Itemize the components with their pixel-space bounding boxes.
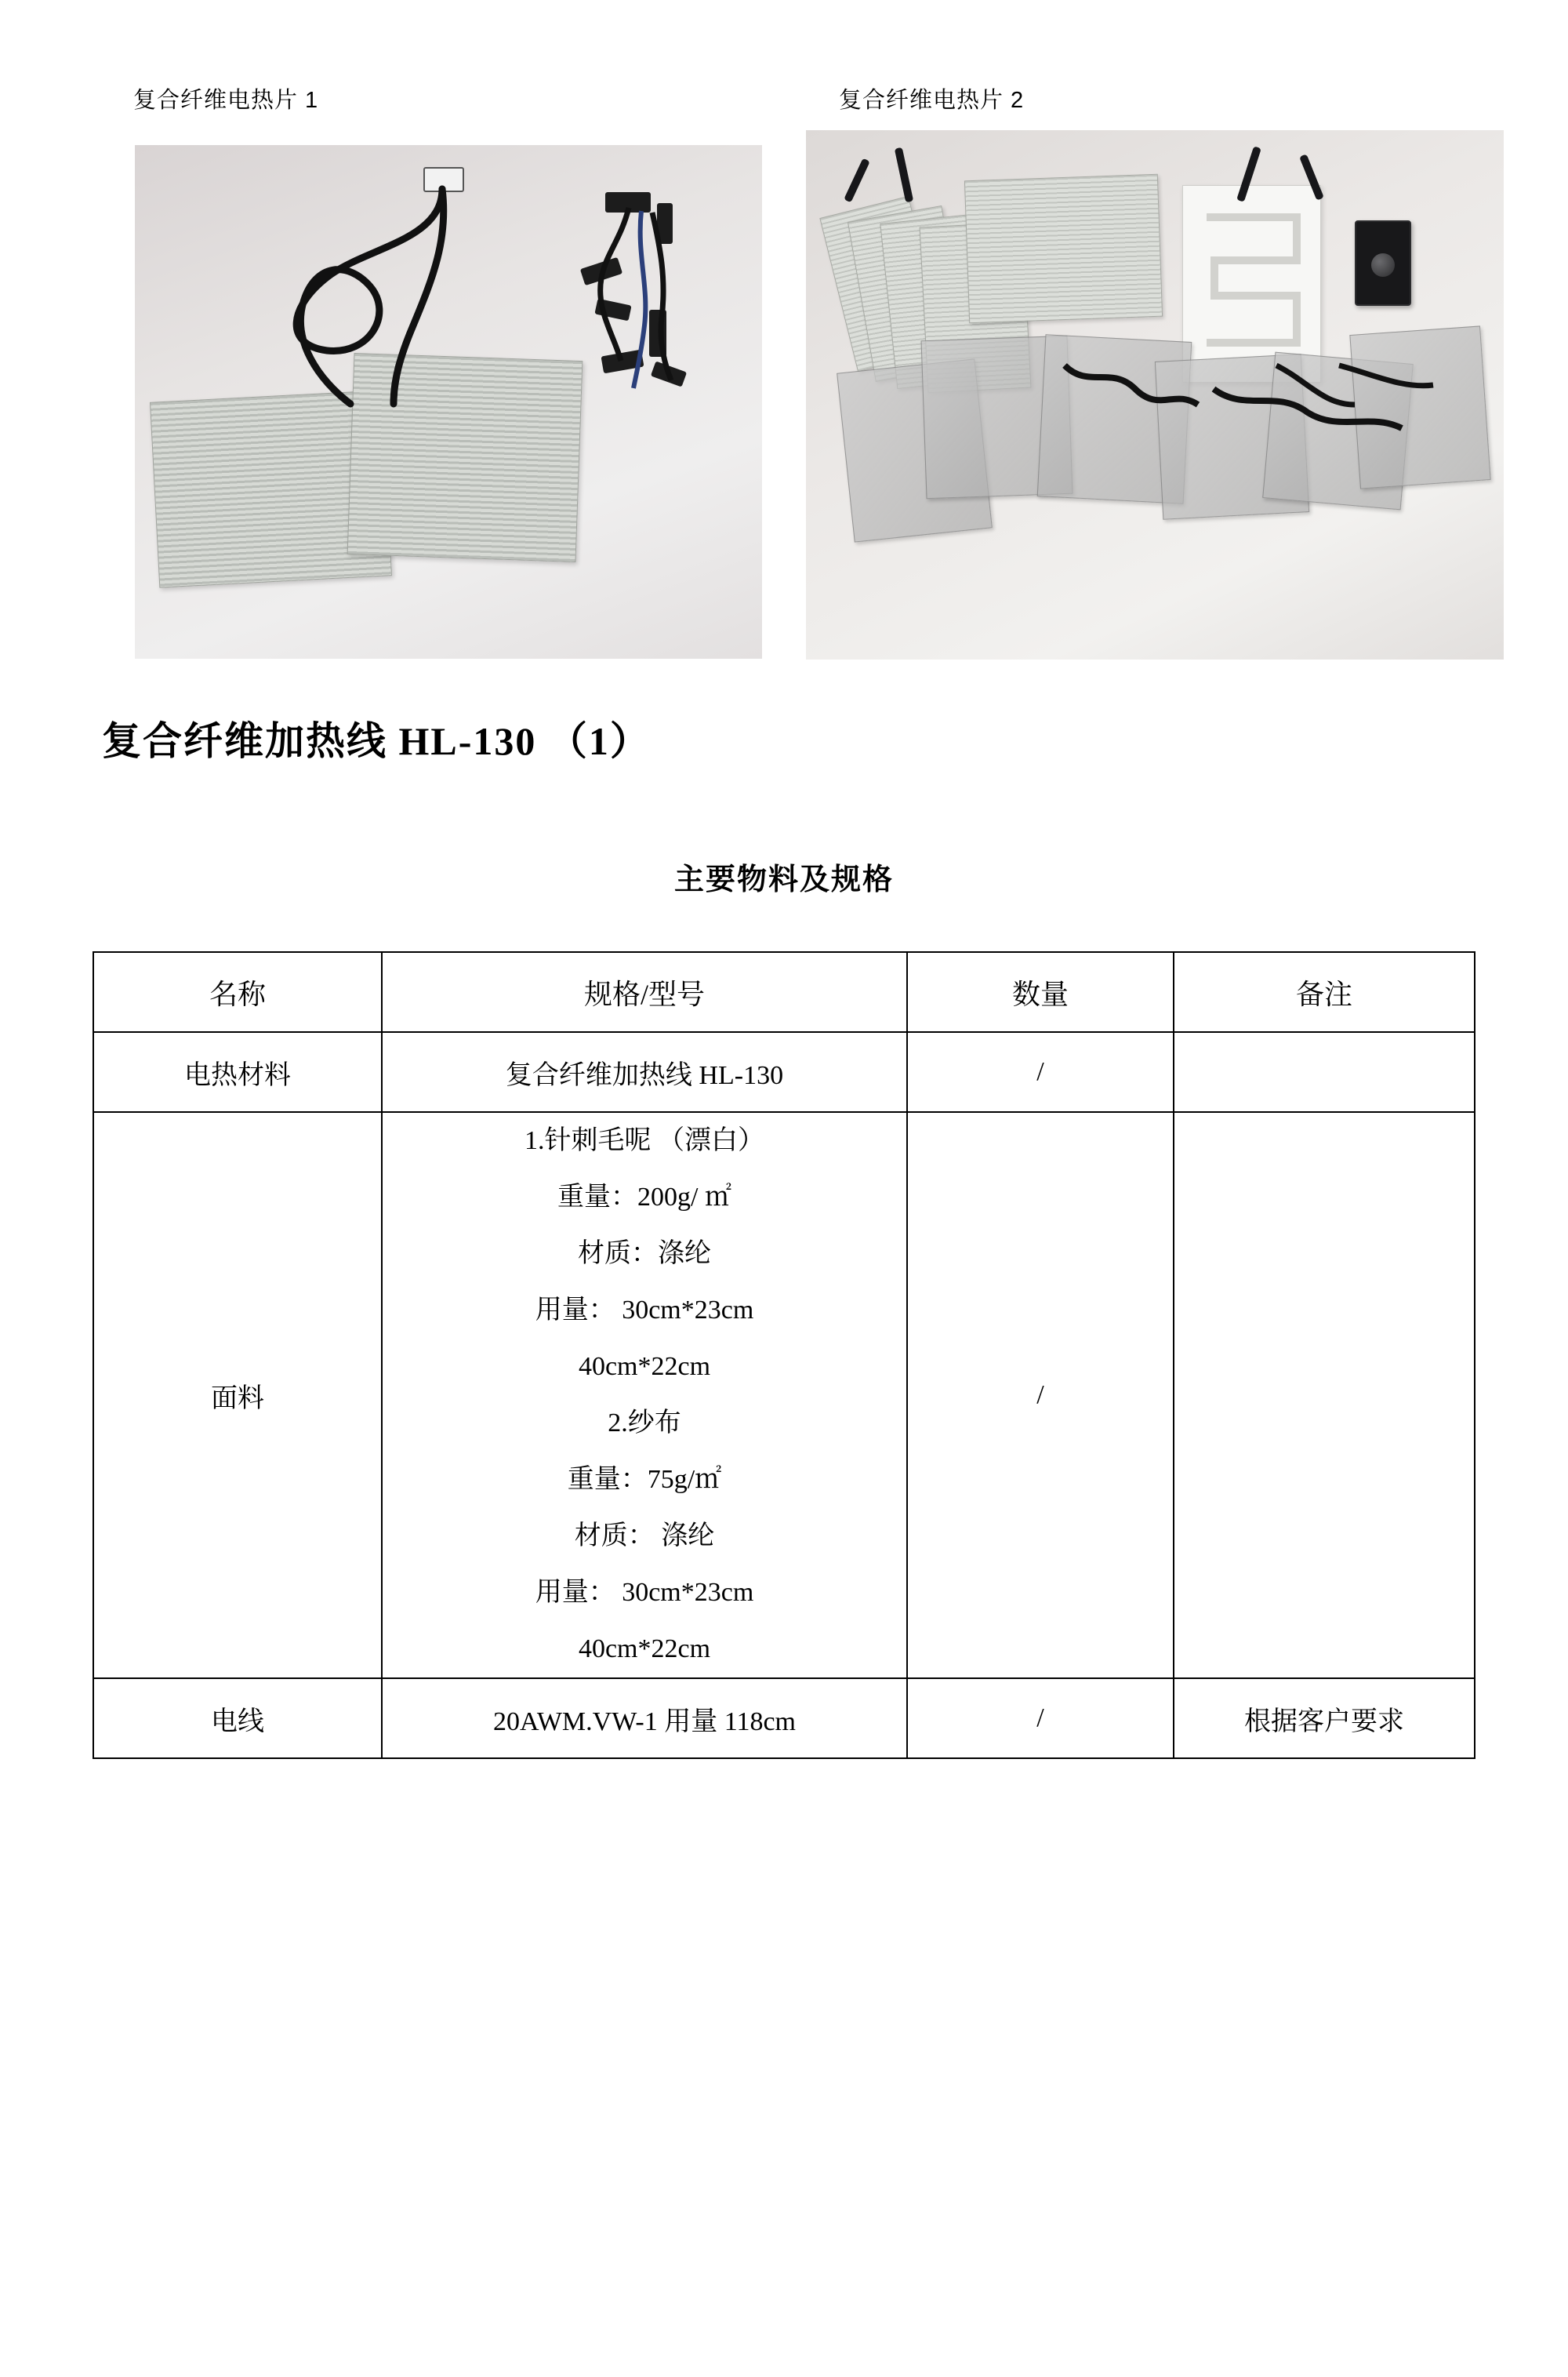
wire-harness bbox=[574, 192, 731, 396]
materials-spec-table bbox=[93, 951, 1475, 1759]
cell-spec: 20AWM.VW-1 用量 118cm bbox=[382, 1678, 907, 1758]
cell-spec: 复合纤维加热线 HL-130 bbox=[382, 1032, 907, 1112]
cell-name: 电线 bbox=[93, 1678, 382, 1758]
spec-line: 40cm*22cm bbox=[578, 1352, 711, 1381]
spec-line: 材质： 涤纶 bbox=[574, 1521, 715, 1550]
cell-note bbox=[1174, 1112, 1475, 1678]
spec-line: 用量： 30cm*23cm bbox=[535, 1578, 754, 1607]
header-qty: 数量 bbox=[907, 952, 1174, 1032]
table-row bbox=[93, 1032, 1475, 1112]
cell-qty: / bbox=[907, 1678, 1174, 1758]
section-title: 主要物料及规格 bbox=[673, 863, 894, 896]
cable-bundle-illustration bbox=[806, 130, 1504, 660]
spec-line: 1.针刺毛呢 （漂白） bbox=[524, 1126, 764, 1155]
header-spec: 规格/型号 bbox=[382, 952, 907, 1032]
header-note: 备注 bbox=[1174, 952, 1475, 1032]
page-title: 复合纤维加热线 HL-130 （1） bbox=[102, 719, 651, 763]
table-header-row bbox=[93, 952, 1475, 1032]
caption-image-1: 复合纤维电热片 1 bbox=[133, 88, 319, 113]
spec-line: 40cm*22cm bbox=[578, 1634, 711, 1663]
cell-name: 电热材料 bbox=[93, 1032, 382, 1112]
table-row bbox=[93, 1678, 1475, 1758]
photo-heating-pad-2 bbox=[806, 130, 1504, 660]
image-captions bbox=[133, 82, 1450, 114]
spec-line: 材质：涤纶 bbox=[578, 1239, 711, 1268]
spec-line: 2.纱布 bbox=[608, 1408, 681, 1437]
header-name: 名称 bbox=[93, 952, 382, 1032]
cell-name: 面料 bbox=[93, 1112, 382, 1678]
table-row bbox=[93, 1112, 1475, 1678]
spec-line: 重量：200g/ ㎡ bbox=[557, 1183, 731, 1212]
caption-image-2: 复合纤维电热片 2 bbox=[839, 88, 1025, 113]
cell-note bbox=[1174, 1032, 1475, 1112]
cell-note: 根据客户要求 bbox=[1174, 1678, 1475, 1758]
spec-line: 重量：75g/㎡ bbox=[567, 1465, 722, 1494]
cell-qty: / bbox=[907, 1032, 1174, 1112]
cell-qty: / bbox=[907, 1112, 1174, 1678]
photo-heating-pad-1 bbox=[135, 145, 762, 659]
spec-line: 用量： 30cm*23cm bbox=[535, 1296, 754, 1325]
cell-spec bbox=[382, 1112, 907, 1678]
